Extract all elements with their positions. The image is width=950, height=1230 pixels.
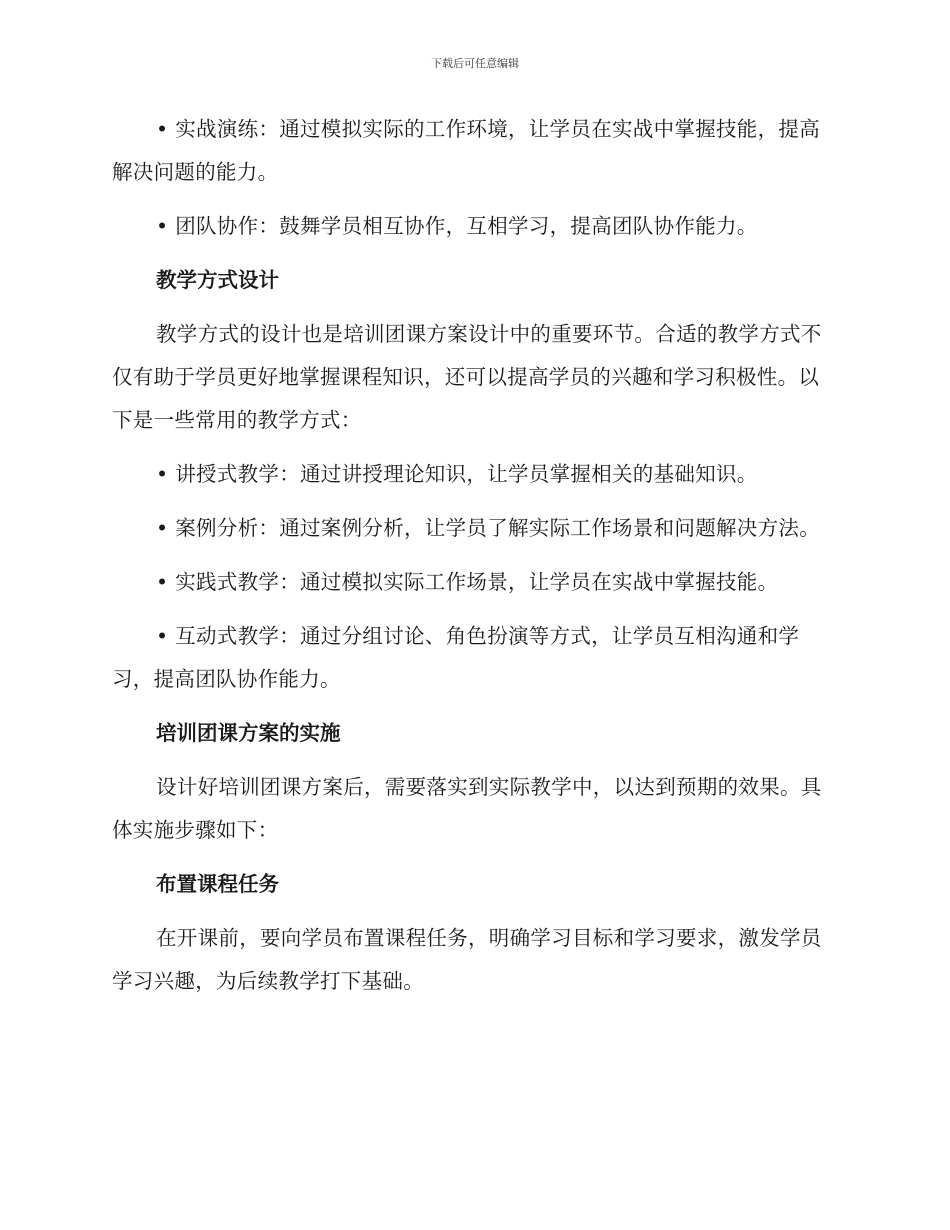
section-heading-teaching-method-design: 教学方式设计 (156, 268, 279, 292)
bullet-practical-drill: • 实战演练：通过模拟实际的工作环境，让学员在实战中掌握技能，提高解决问题的能力。 (112, 117, 821, 184)
paragraph-implementation-intro: 设计好培训团课方案后，需要落实到实际教学中，以达到预期的效果。具体实施步骤如下： (112, 775, 822, 842)
bullet-case-analysis: • 案例分析：通过案例分析，让学员了解实际工作场景和问题解决方法。 (156, 516, 821, 540)
bullet-team-collaboration: • 团队协作：鼓舞学员相互协作，互相学习，提高团队协作能力。 (156, 214, 758, 238)
bullet-interactive-teaching: • 互动式教学：通过分组讨论、角色扮演等方式，让学员互相沟通和学习，提高团队协作能力。 (112, 624, 800, 691)
page-header: 下载后可任意编辑 (431, 57, 519, 70)
document-body (112, 108, 832, 1014)
paragraph-assign-tasks: 在开课前，要向学员布置课程任务，明确学习目标和学习要求，激发学员学习兴趣，为后续教学打下基础。 (112, 926, 822, 993)
bullet-lecture-teaching: • 讲授式教学：通过讲授理论知识，让学员掌握相关的基础知识。 (156, 462, 758, 486)
bullet-practice-teaching: • 实践式教学：通过模拟实际工作场景，让学员在实战中掌握技能。 (156, 570, 779, 594)
paragraph-teaching-method-intro: 教学方式的设计也是培训团课方案设计中的重要环节。合适的教学方式不仅有助于学员更好地掌握课程知识，还可以提高学员的兴趣和学习积极性。以下是一些常用的教学方式： (112, 322, 822, 432)
section-heading-implementation: 培训团课方案的实施 (156, 721, 341, 745)
section-heading-assign-tasks: 布置课程任务 (156, 872, 279, 896)
